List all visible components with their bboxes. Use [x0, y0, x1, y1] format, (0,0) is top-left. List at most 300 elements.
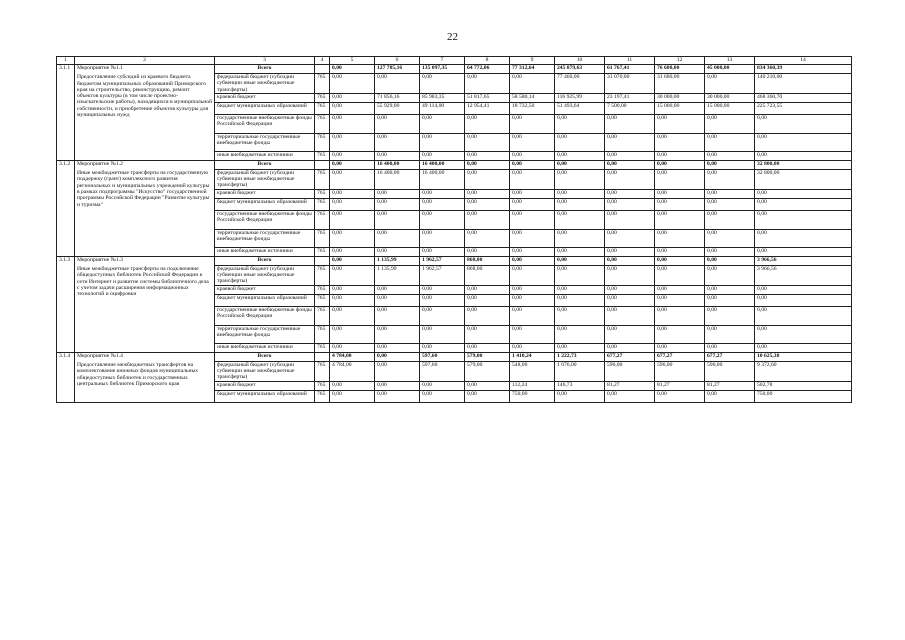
value-cell: 15 000,00: [705, 102, 755, 114]
value-cell: 579,00: [465, 361, 510, 381]
value-cell: 596,00: [605, 361, 655, 381]
total-value: 579,00: [465, 352, 510, 361]
value-cell: 0,00: [655, 133, 705, 151]
value-cell: 0,00: [420, 294, 465, 306]
column-number: 4: [315, 57, 330, 65]
value-cell: 0,00: [330, 229, 375, 247]
total-value: 677,27: [605, 352, 655, 361]
total-value: 0,00: [705, 256, 755, 265]
value-cell: 0,00: [705, 306, 755, 325]
value-cell: 0,00: [705, 285, 755, 294]
value-cell: 0,00: [375, 306, 420, 325]
value-cell: 0,00: [555, 114, 605, 133]
value-cell: 0,00: [375, 229, 420, 247]
total-value: 1 222,73: [555, 352, 605, 361]
value-cell: 81,27: [705, 381, 755, 390]
value-cell: 0,00: [555, 325, 605, 343]
column-number: 13: [705, 57, 755, 65]
value-cell: 0,00: [330, 151, 375, 160]
value-cell: 0,00: [330, 169, 375, 189]
value-cell: 15 000,00: [655, 102, 705, 114]
column-number: 1: [57, 57, 75, 65]
value-cell: 0,00: [420, 133, 465, 151]
value-cell: 0,00: [510, 247, 555, 256]
funding-source: иные внебюджетные источники: [215, 151, 315, 160]
value-cell: 0,00: [330, 133, 375, 151]
grbs-code: 765: [315, 306, 330, 325]
value-cell: 0,00: [755, 247, 852, 256]
value-cell: 0,00: [605, 265, 655, 285]
grbs-code: [315, 160, 330, 169]
funding-source: иные внебюджетные источники: [215, 247, 315, 256]
column-number: 9: [510, 57, 555, 65]
value-cell: 71 856,16: [375, 93, 420, 102]
value-cell: 0,00: [705, 151, 755, 160]
value-cell: 0,00: [420, 306, 465, 325]
value-cell: 16 400,00: [420, 169, 465, 189]
grbs-code: [315, 256, 330, 265]
value-cell: 0,00: [465, 381, 510, 390]
total-value: 677,27: [705, 352, 755, 361]
value-cell: 9 372,60: [755, 361, 852, 381]
value-cell: 0,00: [555, 294, 605, 306]
value-cell: 0,00: [330, 294, 375, 306]
total-value: 135 097,35: [420, 65, 465, 74]
value-cell: 750,00: [755, 390, 852, 402]
section-total-row: [57, 256, 852, 265]
total-value: 0,00: [465, 160, 510, 169]
value-cell: 4 784,00: [330, 361, 375, 381]
grbs-code: 765: [315, 93, 330, 102]
funding-source: федеральный бюджет (субсидии субвенции иные межбюджетные трансферты): [215, 265, 315, 285]
value-cell: 0,00: [465, 325, 510, 343]
section-code: 3.1.1: [57, 65, 75, 161]
value-cell: 0,00: [375, 390, 420, 402]
value-cell: 0,00: [555, 306, 605, 325]
value-cell: 0,00: [330, 93, 375, 102]
grbs-code: 765: [315, 133, 330, 151]
value-cell: 0,00: [605, 189, 655, 198]
value-cell: 596,00: [655, 361, 705, 381]
value-cell: 0,00: [330, 198, 375, 210]
section-description-text: Иные межбюджетные трансферты на государственную поддержку (грант) комплексного развития региональных и муниципальных учреждений культуры в рамках подпрограммы "Искусство" государственной программы Российской Федерации "Развитие культуры и туризма": [77, 170, 210, 208]
total-value: 1 410,24: [510, 352, 555, 361]
total-value: 10 625,38: [755, 352, 852, 361]
value-cell: 0,00: [655, 189, 705, 198]
value-cell: 0,00: [375, 325, 420, 343]
section-total-row: [57, 352, 852, 361]
value-cell: 0,00: [605, 210, 655, 229]
value-cell: 51 493,64: [555, 102, 605, 114]
grbs-code: 765: [315, 114, 330, 133]
value-cell: 0,00: [755, 285, 852, 294]
total-label: Всего: [215, 160, 315, 169]
section-code: 3.1.2: [57, 160, 75, 256]
value-cell: 0,00: [605, 151, 655, 160]
value-cell: 0,00: [330, 285, 375, 294]
section-title: Мероприятие №1.3: [77, 256, 123, 263]
grbs-code: 765: [315, 381, 330, 390]
value-cell: 0,00: [655, 169, 705, 189]
total-value: 0,00: [555, 160, 605, 169]
funding-source: государственные внебюджетные фонды Российской Федерации: [215, 114, 315, 133]
value-cell: 0,00: [465, 247, 510, 256]
funding-source: бюджет муниципальных образований: [215, 390, 315, 402]
value-cell: 0,00: [605, 114, 655, 133]
value-cell: 0,00: [465, 229, 510, 247]
total-value: 127 785,16: [375, 65, 420, 74]
total-value: 61 767,41: [605, 65, 655, 74]
grbs-code: 765: [315, 151, 330, 160]
total-value: 4 784,00: [330, 352, 375, 361]
total-value: 0,00: [375, 352, 420, 361]
section-title: Мероприятие №1.4: [77, 352, 123, 359]
section-description-text: Иные межбюджетные трансферты на подключение общедоступных библиотек Российской Федерации к сети Интернет и развитие системы библиотечного дела с учетом задачи расширения информационных технологий и оцифровки: [77, 266, 209, 298]
value-cell: 0,00: [420, 114, 465, 133]
value-cell: 0,00: [555, 133, 605, 151]
section-description-text: Предоставление межбюджетных трансфертов на комплектование книжных фондов муниципальных общедоступных библиотек и государственных центральных библиотек Приморского края: [77, 361, 199, 387]
value-cell: 468 360,70: [755, 93, 852, 102]
grbs-code: 765: [315, 294, 330, 306]
value-cell: 49 114,00: [420, 102, 465, 114]
column-number: 11: [605, 57, 655, 65]
value-cell: 0,00: [330, 247, 375, 256]
value-cell: 0,00: [605, 343, 655, 352]
value-cell: 0,00: [510, 169, 555, 189]
value-cell: 0,00: [555, 343, 605, 352]
value-cell: 0,00: [375, 285, 420, 294]
funding-source: бюджет муниципальных образований: [215, 102, 315, 114]
value-cell: 0,00: [420, 210, 465, 229]
value-cell: 0,00: [555, 210, 605, 229]
value-cell: 0,00: [375, 361, 420, 381]
value-cell: 0,00: [705, 247, 755, 256]
grbs-code: 765: [315, 210, 330, 229]
value-cell: 1 135,99: [375, 265, 420, 285]
value-cell: 7 500,00: [605, 102, 655, 114]
value-cell: 502,78: [755, 381, 852, 390]
value-cell: 0,00: [375, 381, 420, 390]
value-cell: 12 954,41: [465, 102, 510, 114]
value-cell: 0,00: [330, 390, 375, 402]
value-cell: 0,00: [375, 114, 420, 133]
total-value: 1 135,99: [375, 256, 420, 265]
total-value: 77 312,64: [510, 65, 555, 74]
value-cell: 0,00: [510, 151, 555, 160]
value-cell: 85 983,35: [420, 93, 465, 102]
grbs-code: 765: [315, 343, 330, 352]
value-cell: 0,00: [705, 294, 755, 306]
grbs-code: 765: [315, 247, 330, 256]
section-title: Мероприятие №1.1: [77, 65, 123, 71]
funding-source: краевой бюджет: [215, 93, 315, 102]
section-code: 3.1.3: [57, 256, 75, 352]
value-cell: 0,00: [420, 247, 465, 256]
value-cell: 0,00: [755, 325, 852, 343]
total-value: 0,00: [330, 160, 375, 169]
budget-table: [56, 56, 852, 403]
total-value: 16 400,00: [375, 160, 420, 169]
funding-source: краевой бюджет: [215, 381, 315, 390]
funding-source: федеральный бюджет (субсидии субвенции иные межбюджетные трансферты): [215, 74, 315, 94]
value-cell: 0,00: [465, 74, 510, 94]
value-cell: 597,60: [420, 361, 465, 381]
value-cell: 0,00: [605, 325, 655, 343]
value-cell: 0,00: [510, 285, 555, 294]
value-cell: 0,00: [420, 325, 465, 343]
value-cell: 0,00: [330, 343, 375, 352]
value-cell: 225 723,55: [755, 102, 852, 114]
value-cell: 31 070,00: [605, 74, 655, 94]
value-cell: 0,00: [755, 133, 852, 151]
value-cell: 0,00: [655, 114, 705, 133]
value-cell: 0,00: [375, 151, 420, 160]
grbs-code: 765: [315, 361, 330, 381]
column-number: 5: [330, 57, 375, 65]
value-cell: 0,00: [510, 189, 555, 198]
total-value: 0,00: [510, 160, 555, 169]
value-cell: 16 400,00: [375, 169, 420, 189]
grbs-code: 765: [315, 102, 330, 114]
value-cell: 0,00: [465, 294, 510, 306]
value-cell: 0,00: [605, 247, 655, 256]
value-cell: 0,00: [375, 133, 420, 151]
total-value: 677,27: [655, 352, 705, 361]
value-cell: 0,00: [330, 210, 375, 229]
value-cell: 0,00: [420, 198, 465, 210]
value-cell: 0,00: [605, 198, 655, 210]
page-number: 22: [447, 31, 458, 43]
value-cell: 0,00: [375, 189, 420, 198]
total-value: 868,00: [465, 256, 510, 265]
value-cell: 0,00: [655, 294, 705, 306]
value-cell: 0,00: [655, 229, 705, 247]
value-cell: 0,00: [420, 229, 465, 247]
value-cell: 0,00: [755, 306, 852, 325]
section-description-text: Предоставление субсидий из краевого бюджета бюджетам муниципальных образований Приморского края на строительство, реконструкцию, ремонт объектов культуры (в том числе проектно-изыскательские работы), находящихся в муниципальной собственности, и приобретение объектов культуры для муниципальных нужд: [77, 74, 212, 119]
value-cell: 0,00: [510, 74, 555, 94]
value-cell: 0,00: [330, 306, 375, 325]
value-cell: 0,00: [420, 189, 465, 198]
grbs-code: 765: [315, 189, 330, 198]
value-cell: 0,00: [705, 229, 755, 247]
value-cell: 0,00: [330, 265, 375, 285]
value-cell: 0,00: [330, 102, 375, 114]
grbs-code: 765: [315, 74, 330, 94]
value-cell: 0,00: [465, 306, 510, 325]
grbs-code: [315, 65, 330, 74]
value-cell: 0,00: [420, 74, 465, 94]
value-cell: 0,00: [605, 306, 655, 325]
total-value: 0,00: [655, 160, 705, 169]
value-cell: 0,00: [605, 169, 655, 189]
value-cell: 0,00: [655, 306, 705, 325]
section-description: [75, 160, 215, 256]
grbs-code: [315, 352, 330, 361]
value-cell: 51 817,65: [465, 93, 510, 102]
value-cell: 0,00: [655, 198, 705, 210]
total-value: 597,60: [420, 352, 465, 361]
value-cell: 0,00: [755, 151, 852, 160]
value-cell: 116 925,99: [555, 93, 605, 102]
value-cell: 140 210,00: [755, 74, 852, 94]
value-cell: 0,00: [655, 343, 705, 352]
total-value: 0,00: [555, 256, 605, 265]
value-cell: 0,00: [555, 198, 605, 210]
value-cell: 55 929,00: [375, 102, 420, 114]
value-cell: 0,00: [705, 189, 755, 198]
value-cell: 0,00: [375, 247, 420, 256]
value-cell: 0,00: [605, 390, 655, 402]
section-total-row: [57, 65, 852, 74]
value-cell: 0,00: [510, 325, 555, 343]
value-cell: 146,73: [555, 381, 605, 390]
value-cell: 0,00: [605, 294, 655, 306]
funding-source: государственные внебюджетные фонды Российской Федерации: [215, 306, 315, 325]
grbs-code: 765: [315, 229, 330, 247]
value-cell: 32 800,00: [755, 169, 852, 189]
value-cell: 0,00: [510, 294, 555, 306]
column-number: 10: [555, 57, 605, 65]
value-cell: 31 680,00: [655, 74, 705, 94]
funding-source: краевой бюджет: [215, 285, 315, 294]
value-cell: 0,00: [375, 74, 420, 94]
value-cell: 0,00: [330, 189, 375, 198]
grbs-code: 765: [315, 198, 330, 210]
funding-source: федеральный бюджет (субсидии субвенции иные межбюджетные трансферты): [215, 169, 315, 189]
section-description: [75, 256, 215, 352]
grbs-code: 765: [315, 325, 330, 343]
value-cell: 0,00: [605, 229, 655, 247]
total-value: 16 400,00: [420, 160, 465, 169]
total-value: 3 966,56: [755, 256, 852, 265]
value-cell: 0,00: [705, 265, 755, 285]
value-cell: 1 076,00: [555, 361, 605, 381]
value-cell: 3 966,56: [755, 265, 852, 285]
total-value: 834 360,39: [755, 65, 852, 74]
value-cell: 0,00: [705, 390, 755, 402]
value-cell: 18 732,50: [510, 102, 555, 114]
value-cell: 0,00: [705, 74, 755, 94]
value-cell: 0,00: [510, 265, 555, 285]
value-cell: 77 460,00: [555, 74, 605, 94]
value-cell: 0,00: [420, 343, 465, 352]
total-value: 0,00: [330, 256, 375, 265]
grbs-code: 765: [315, 169, 330, 189]
value-cell: 0,00: [755, 189, 852, 198]
column-number: 8: [465, 57, 510, 65]
value-cell: 0,00: [755, 294, 852, 306]
value-cell: 0,00: [755, 343, 852, 352]
value-cell: 0,00: [420, 151, 465, 160]
section-description: [75, 352, 215, 402]
value-cell: 0,00: [655, 390, 705, 402]
total-value: 0,00: [605, 160, 655, 169]
value-cell: 0,00: [555, 265, 605, 285]
value-cell: 0,00: [655, 151, 705, 160]
value-cell: 0,00: [605, 285, 655, 294]
value-cell: 0,00: [420, 390, 465, 402]
value-cell: 0,00: [510, 306, 555, 325]
value-cell: 0,00: [705, 133, 755, 151]
total-value: 76 680,00: [655, 65, 705, 74]
value-cell: 0,00: [510, 198, 555, 210]
funding-source: территориальные государственные внебюджетные фонды: [215, 229, 315, 247]
total-value: 0,00: [705, 160, 755, 169]
section-code: 3.1.4: [57, 352, 75, 402]
funding-source: краевой бюджет: [215, 189, 315, 198]
value-cell: 0,00: [555, 151, 605, 160]
grbs-code: 765: [315, 265, 330, 285]
funding-source: иные внебюджетные источники: [215, 343, 315, 352]
value-cell: 0,00: [510, 210, 555, 229]
value-cell: 0,00: [510, 343, 555, 352]
value-cell: 0,00: [330, 381, 375, 390]
value-cell: 0,00: [465, 133, 510, 151]
column-number: 2: [75, 57, 215, 65]
total-value: 0,00: [605, 256, 655, 265]
value-cell: 0,00: [655, 210, 705, 229]
total-value: 1 962,57: [420, 256, 465, 265]
total-value: 0,00: [330, 65, 375, 74]
value-cell: 0,00: [555, 390, 605, 402]
value-cell: 0,00: [465, 285, 510, 294]
header-row: [57, 57, 852, 65]
section-title: Мероприятие №1.2: [77, 160, 123, 167]
value-cell: 0,00: [705, 198, 755, 210]
value-cell: 0,00: [655, 265, 705, 285]
total-value: 0,00: [510, 256, 555, 265]
total-value: 245 879,63: [555, 65, 605, 74]
value-cell: 0,00: [705, 210, 755, 229]
value-cell: 112,24: [510, 381, 555, 390]
value-cell: 0,00: [705, 114, 755, 133]
value-cell: 596,00: [705, 361, 755, 381]
value-cell: 0,00: [555, 285, 605, 294]
value-cell: 0,00: [510, 229, 555, 247]
value-cell: 0,00: [330, 74, 375, 94]
value-cell: 750,00: [510, 390, 555, 402]
value-cell: 30 000,00: [705, 93, 755, 102]
total-value: 32 800,00: [755, 160, 852, 169]
funding-source: федеральный бюджет (субсидии субвенции иные межбюджетные трансферты): [215, 361, 315, 381]
value-cell: 0,00: [465, 210, 510, 229]
value-cell: 0,00: [655, 325, 705, 343]
funding-source: территориальные государственные внебюджетные фонды: [215, 325, 315, 343]
value-cell: 0,00: [555, 189, 605, 198]
value-cell: 0,00: [755, 210, 852, 229]
total-value: 0,00: [655, 256, 705, 265]
table-body: [57, 57, 852, 403]
funding-source: бюджет муниципальных образований: [215, 294, 315, 306]
value-cell: 0,00: [465, 189, 510, 198]
funding-source: государственные внебюджетные фонды Российской Федерации: [215, 210, 315, 229]
value-cell: 0,00: [755, 229, 852, 247]
total-value: 64 772,06: [465, 65, 510, 74]
value-cell: 0,00: [655, 247, 705, 256]
value-cell: 81,27: [655, 381, 705, 390]
value-cell: 0,00: [330, 325, 375, 343]
total-label: Всего: [215, 256, 315, 265]
value-cell: 30 000,00: [655, 93, 705, 102]
value-cell: 0,00: [465, 169, 510, 189]
grbs-code: 765: [315, 285, 330, 294]
value-cell: 0,00: [465, 114, 510, 133]
value-cell: 0,00: [465, 151, 510, 160]
value-cell: 81,27: [605, 381, 655, 390]
value-cell: 58 580,14: [510, 93, 555, 102]
value-cell: 0,00: [375, 210, 420, 229]
